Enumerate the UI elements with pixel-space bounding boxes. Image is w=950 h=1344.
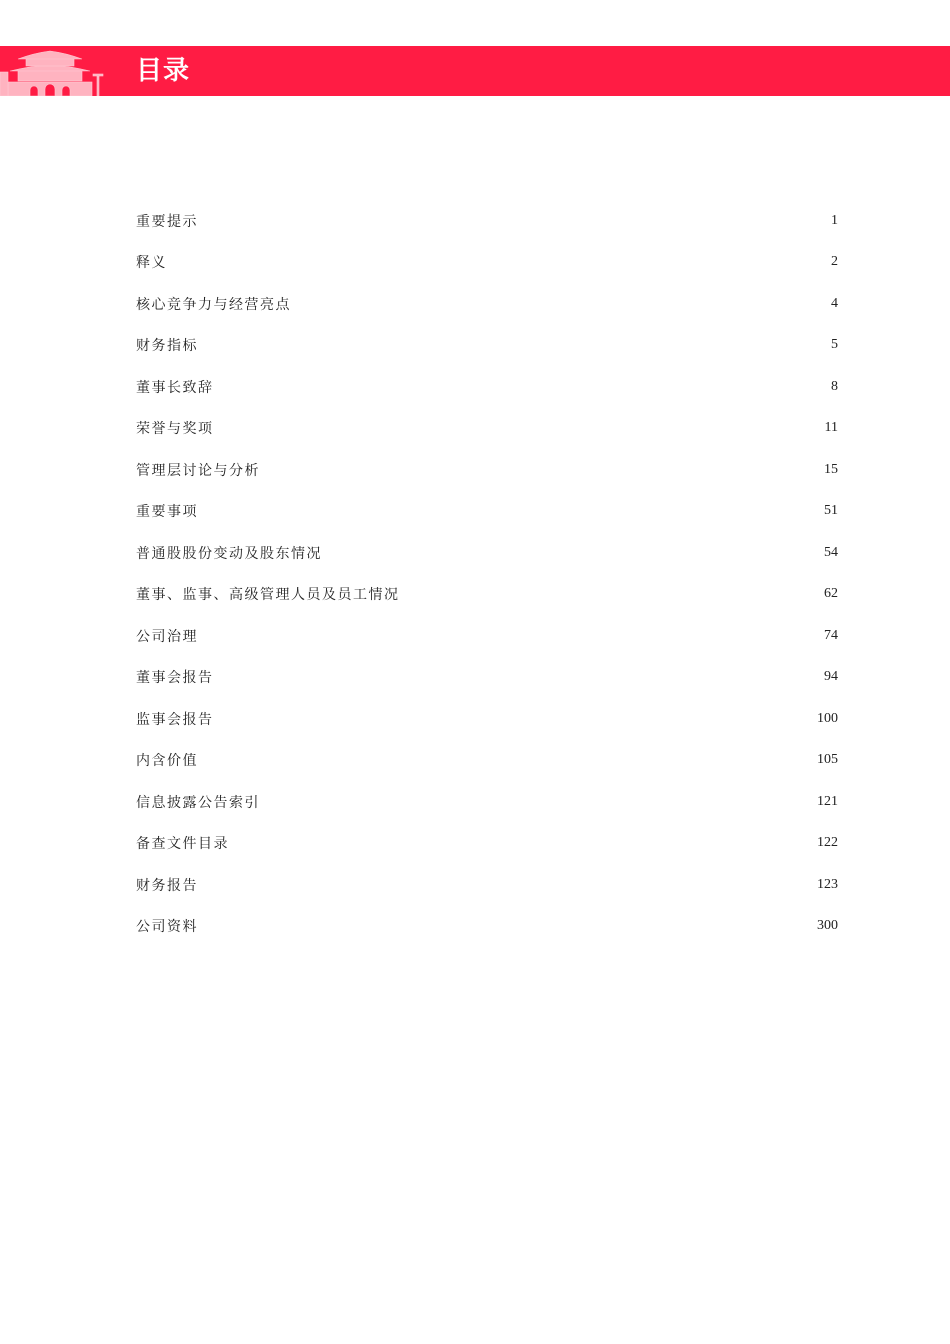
toc-entry-page-number: 11 <box>824 420 838 436</box>
toc-entry-label: 董事长致辞 <box>136 379 214 396</box>
toc-entry-page-number: 105 <box>817 752 838 768</box>
toc-entry[interactable] <box>136 864 838 906</box>
toc-entry-label: 财务报告 <box>136 877 198 894</box>
toc-entry[interactable] <box>136 242 838 284</box>
toc-entry-page-number: 5 <box>831 337 838 353</box>
toc-entry-page-number: 123 <box>817 876 838 892</box>
toc-entry-label: 财务指标 <box>136 338 198 355</box>
toc-entry-page-number: 74 <box>824 627 838 643</box>
toc-entry-label: 释义 <box>136 255 167 272</box>
toc-entry[interactable] <box>136 449 838 491</box>
toc-entry-page-number: 2 <box>831 254 838 270</box>
toc-entry[interactable] <box>136 574 838 616</box>
toc-entry[interactable] <box>136 532 838 574</box>
toc-entry[interactable] <box>136 491 838 533</box>
toc-entry-page-number: 94 <box>824 669 838 685</box>
toc-entry-label: 核心竞争力与经营亮点 <box>136 296 291 313</box>
toc-entry-label: 普通股股份变动及股东情况 <box>136 545 322 562</box>
toc-entry-page-number: 100 <box>817 710 838 726</box>
toc-entry-label: 重要提示 <box>136 213 198 230</box>
toc-entry-page-number: 8 <box>831 378 838 394</box>
toc-entry-page-number: 62 <box>824 586 838 602</box>
toc-entry[interactable] <box>136 325 838 367</box>
toc-entry[interactable] <box>136 698 838 740</box>
toc-entry[interactable] <box>136 781 838 823</box>
toc-entry-label: 重要事项 <box>136 504 198 521</box>
toc-entry-page-number: 122 <box>817 835 838 851</box>
toc-entry-page-number: 4 <box>831 295 838 311</box>
toc-entry-page-number: 121 <box>817 793 838 809</box>
toc-entry-label: 公司治理 <box>136 628 198 645</box>
toc-entry[interactable] <box>136 200 838 242</box>
toc-entry-page-number: 300 <box>817 918 838 934</box>
toc-entry-page-number: 1 <box>831 212 838 228</box>
tiananmen-gate-icon <box>0 46 110 96</box>
toc-entry-label: 公司资料 <box>136 919 198 936</box>
toc-entry[interactable] <box>136 283 838 325</box>
page-title: 目录 <box>136 56 191 86</box>
toc-entry-page-number: 54 <box>824 544 838 560</box>
toc-entry-label: 荣誉与奖项 <box>136 421 214 438</box>
toc-entry-page-number: 15 <box>824 461 838 477</box>
toc-entry[interactable] <box>136 366 838 408</box>
toc-entry-label: 内含价值 <box>136 753 198 770</box>
toc-entry-label: 信息披露公告索引 <box>136 794 260 811</box>
toc-entry-label: 备查文件目录 <box>136 836 229 853</box>
toc-entry-page-number: 51 <box>824 503 838 519</box>
toc-entry-label: 监事会报告 <box>136 711 214 728</box>
toc-entry-label: 董事、监事、高级管理人员及员工情况 <box>136 587 400 604</box>
table-of-contents <box>136 200 838 947</box>
toc-entry-label: 董事会报告 <box>136 670 214 687</box>
toc-entry[interactable] <box>136 906 838 948</box>
toc-entry-label: 管理层讨论与分析 <box>136 462 260 479</box>
toc-entry[interactable] <box>136 740 838 782</box>
toc-entry[interactable] <box>136 657 838 699</box>
toc-entry[interactable] <box>136 408 838 450</box>
header-banner <box>0 46 950 96</box>
toc-entry[interactable] <box>136 615 838 657</box>
toc-entry[interactable] <box>136 823 838 865</box>
